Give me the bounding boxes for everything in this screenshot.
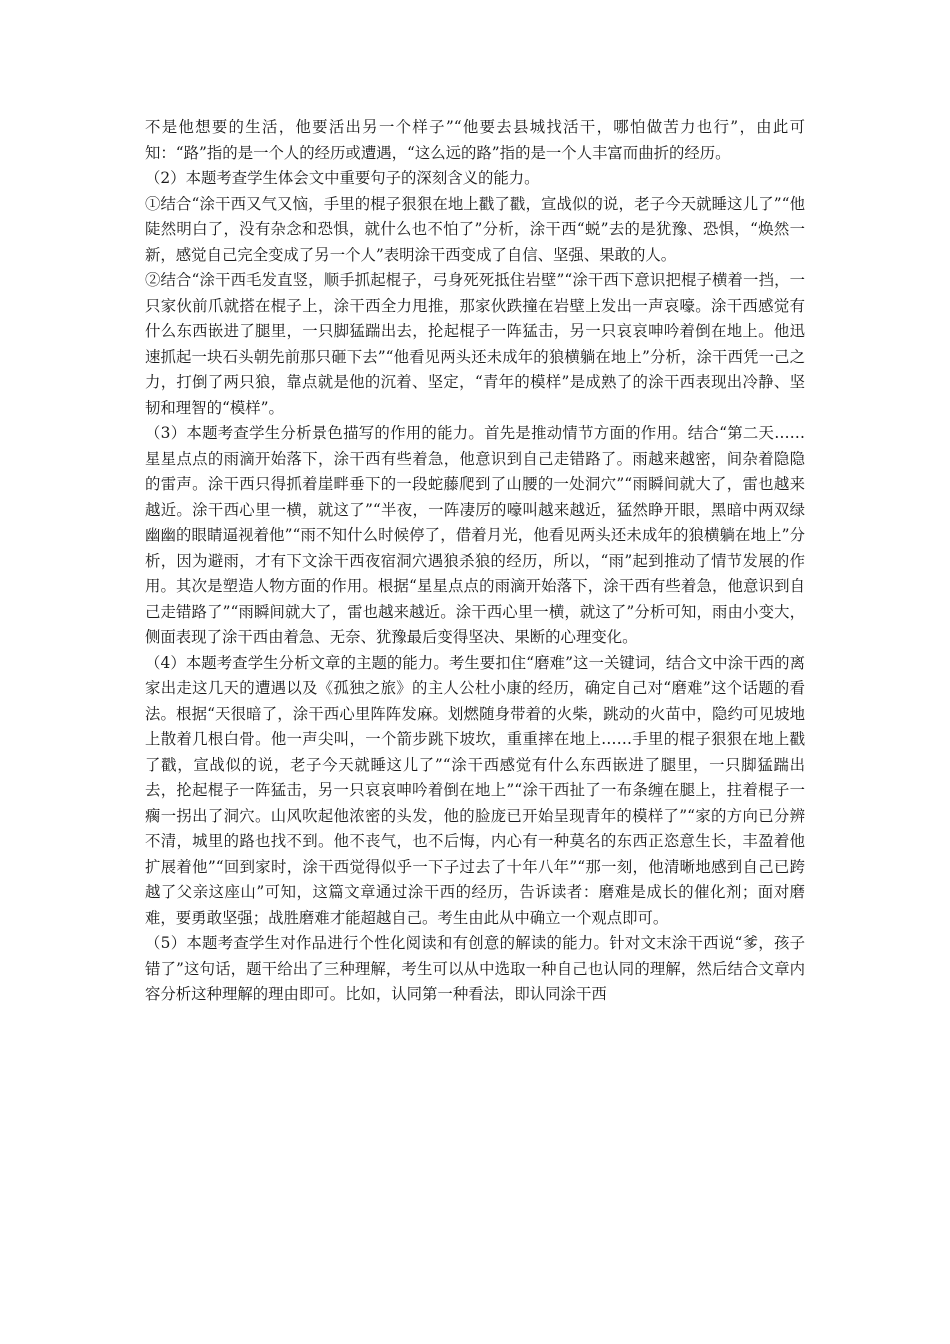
paragraph-1-continuation: 不是他想要的生活，他要活出另一个样子”“他要去县城找活干，哪怕做苦力也行”，由此可知：“路”指的是一个人的经历或遭遇，“这么远的路”指的是一个人丰富而曲折的经历。: [145, 118, 805, 162]
paragraph-question-4: （4）本题考查学生分析文章的主题的能力。考生要扣住“磨难”这一关键词，结合文中涂干西的离家出走这几天的遭遇以及《孤独之旅》的主人公杜小康的经历，确定自己对“磨难”这个话题的看法。根据“天很暗了，涂干西心里阵阵发麻。划燃随身带着的火柴，跳动的火苗中，隐约可见坡地上散着几根白骨。他一声尖叫，一个箭步跳下坡坎，重重摔在地上……手里的棍子狠狠在地上戳了戳，宣战似的说，老子今天就睡这儿了”“涂干西感觉有什么东西嵌进了腿里，一只脚猛踹出去，抡起棍子一阵猛击，另一只哀哀呻吟着倒在地上”“涂干西扯了一布条缠在腿上，拄着棍子一瘸一拐出了洞穴。山风吹起他浓密的头发，他的脸庞已开始呈现青年的模样了”“家的方向已分辨不清，城里的路也找不到。他不丧气，也不后悔，内心有一种莫名的东西正恣意生长，丰盈着他扩展着他”“回到家时，涂干西觉得似乎一下子过去了十年八年”“那一刻，他清晰地感到自己已跨越了父亲这座山”可知，这篇文章通过涂干西的经历，告诉读者：磨难是成长的催化剂；面对磨难，要勇敢坚强；战胜磨难才能超越自己。考生由此从中确立一个观点即可。: [145, 653, 805, 927]
paragraph-question-3: （3）本题考查学生分析景色描写的作用的能力。首先是推动情节方面的作用。结合“第二天……星星点点的雨滴开始落下，涂干西有些着急，他意识到自己走错路了。雨越来越密，间杂着隐隐的雷声。涂干西只得抓着崖畔垂下的一段蛇藤爬到了山腰的一处洞穴”“雨瞬间就大了，雷也越来越近。涂干西心里一横，就这了”“半夜，一阵凄厉的嚎叫越来越近，猛然睁开眼，黑暗中两双绿幽幽的眼睛逼视着他”“雨不知什么时候停了，借着月光，他看见两头还未成年的狼横躺在地上”分析，因为避雨，才有下文涂干西夜宿洞穴遇狼杀狼的经历，所以，“雨”起到推动了情节发展的作用。其次是塑造人物方面的作用。根据“星星点点的雨滴开始落下，涂干西有些着急，他意识到自己走错路了”“雨瞬间就大了，雷也越来越近。涂干西心里一横，就这了”分析可知，雨由小变大，侧面表现了涂干西由着急、无奈、犹豫最后变得坚决、果断的心理变化。: [145, 424, 805, 646]
paragraph-question-2-point-1: ①结合“涂干西又气又恼，手里的棍子狠狠在地上戳了戳，宣战似的说，老子今天就睡这儿了”“他陡然明白了，没有杂念和恐惧，就什么也不怕了”分析，涂干西“蜕”去的是犹豫、恐惧，“焕然一新，感觉自己完全变成了另一个人”表明涂干西变成了自信、坚强、果敢的人。: [145, 194, 805, 264]
answer-explanation-text: [145, 115, 805, 1008]
paragraph-question-5: （5）本题考查学生对作品进行个性化阅读和有创意的解读的能力。针对文末涂干西说“爹，孩子错了”这句话，题干给出了三种理解，考生可以从中选取一种自己也认同的理解，然后结合文章内容分析这种理解的理由即可。比如，认同第一种看法，即认同涂干西: [145, 934, 805, 1003]
paragraph-question-2-intro: （2）本题考查学生体会文中重要句子的深刻含义的能力。: [145, 169, 540, 187]
paragraph-question-2-point-2: ②结合“涂干西毛发直竖，顺手抓起棍子，弓身死死抵住岩壁”“涂干西下意识把棍子横着一挡，一只家伙前爪就搭在棍子上，涂干西全力甩推，那家伙跌撞在岩壁上发出一声哀嚎。涂干西感觉有什么东西嵌进了腿里，一只脚猛踹出去，抡起棍子一阵猛击，另一只哀哀呻吟着倒在地上。他迅速抓起一块石头朝先前那只砸下去”“他看见两头还未成年的狼横躺在地上”分析，涂干西凭一己之力，打倒了两只狼，靠点就是他的沉着、坚定，“青年的模样”是成熟了的涂干西表现出冷静、坚韧和理智的“模样”。: [145, 271, 805, 417]
